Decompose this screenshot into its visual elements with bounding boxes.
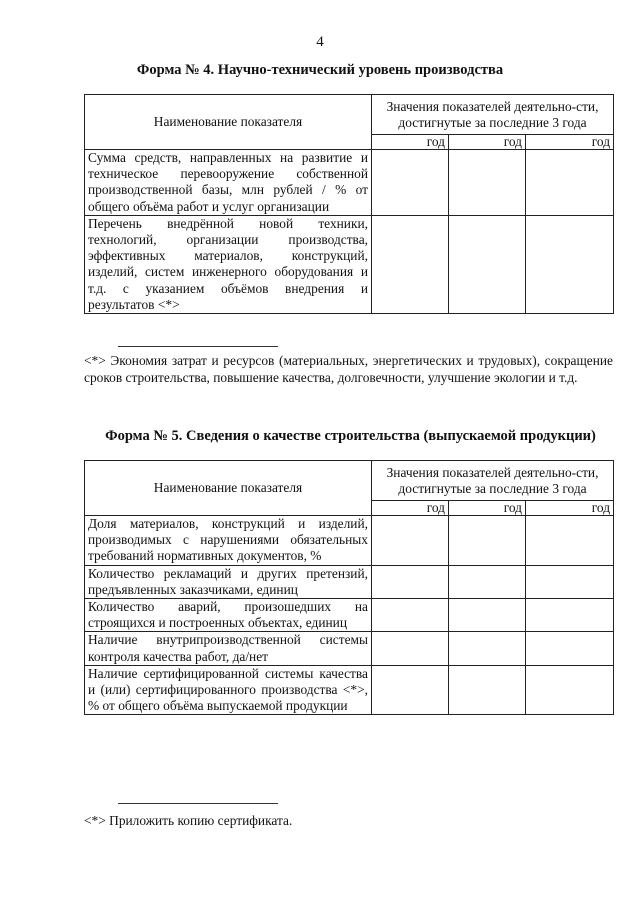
form4-row-1-value-1[interactable] <box>372 150 449 216</box>
form5-row-1-value-1[interactable] <box>372 516 449 566</box>
form5-row-1-indicator: Доля материалов, конструкций и изделий, производимых с нарушениями обязательных требований нормативных документов, % <box>85 516 372 566</box>
form5-row-2-value-3[interactable] <box>526 565 614 598</box>
form4-row-2-value-1[interactable] <box>372 215 449 313</box>
form5-row-1-value-2[interactable] <box>449 516 526 566</box>
page-number: 4 <box>316 34 324 50</box>
form5-row-5-indicator: Наличие сертифицированной системы качества и (или) сертифицированного производства <*>, % от общего объёма выпускаемой продукции <box>85 665 372 715</box>
form4-row-1-indicator: Сумма средств, направленных на развитие и техническое перевооружение собственной производственной базы, млн рублей / % от общего объёма работ и услуг организации <box>85 150 372 216</box>
form5-table <box>84 460 614 715</box>
table-row <box>85 215 614 313</box>
form4-table <box>84 94 614 314</box>
form5-row-4-value-2[interactable] <box>449 632 526 665</box>
form5-year-3: год <box>526 501 614 516</box>
table-row <box>85 565 614 598</box>
form5-year-1: год <box>372 501 449 516</box>
form5-row-3-value-3[interactable] <box>526 599 614 632</box>
form5-header-name: Наименование показателя <box>85 461 372 516</box>
form5-year-2: год <box>449 501 526 516</box>
form4-row-2-indicator: Перечень внедрённой новой техники, технологий, организации производства, эффективных материалов, конструкций, изделий, систем инженерного оборудования и т.д. с указанием объёмов внедрения и результатов <*> <box>85 215 372 313</box>
form5-header-values: Значения показателей деятельно-сти, достигнутые за последние 3 года <box>372 461 614 501</box>
form5-row-4-value-1[interactable] <box>372 632 449 665</box>
form5-row-2-value-1[interactable] <box>372 565 449 598</box>
form5-row-4-value-3[interactable] <box>526 632 614 665</box>
form5-row-1-value-3[interactable] <box>526 516 614 566</box>
form4-year-3: год <box>526 135 614 150</box>
form5-row-5-value-3[interactable] <box>526 665 614 715</box>
form5-row-3-value-2[interactable] <box>449 599 526 632</box>
form4-row-1-value-3[interactable] <box>526 150 614 216</box>
form5-footnote: <*> Приложить копию сертификата. <box>84 813 293 828</box>
form5-row-3-indicator: Количество аварий, произошедших на строящихся и построенных объектах, единиц <box>85 599 372 632</box>
table-row <box>85 599 614 632</box>
table-row <box>85 150 614 216</box>
form4-header-name: Наименование показателя <box>85 95 372 150</box>
form5-title: Форма № 5. Сведения о качестве строительства (выпускаемой продукции) <box>105 428 596 444</box>
form5-row-2-indicator: Количество рекламаций и других претензий, предъявленных заказчиками, единиц <box>85 565 372 598</box>
table-row <box>85 516 614 566</box>
form4-footnote-rule <box>118 346 278 347</box>
form5-row-4-indicator: Наличие внутрипроизводственной системы контроля качества работ, да/нет <box>85 632 372 665</box>
form4-footnote: <*> Экономия затрат и ресурсов (материальных, энергетических и трудовых), сокращение сроков строительства, повышение качества, долговечности, улучшение экологии и т.д. <box>84 353 613 385</box>
form4-title: Форма № 4. Научно-технический уровень производства <box>136 62 504 78</box>
table-row <box>85 632 614 665</box>
table-row <box>85 665 614 715</box>
form4-year-2: год <box>449 135 526 150</box>
form4-row-1-value-2[interactable] <box>449 150 526 216</box>
form4-year-1: год <box>372 135 449 150</box>
form5-row-3-value-1[interactable] <box>372 599 449 632</box>
form4-row-2-value-3[interactable] <box>526 215 614 313</box>
form4-header-values: Значения показателей деятельно-сти, достигнутые за последние 3 года <box>372 95 614 135</box>
form5-row-5-value-2[interactable] <box>449 665 526 715</box>
form5-row-2-value-2[interactable] <box>449 565 526 598</box>
form5-footnote-rule <box>118 803 278 804</box>
form4-row-2-value-2[interactable] <box>449 215 526 313</box>
form5-row-5-value-1[interactable] <box>372 665 449 715</box>
